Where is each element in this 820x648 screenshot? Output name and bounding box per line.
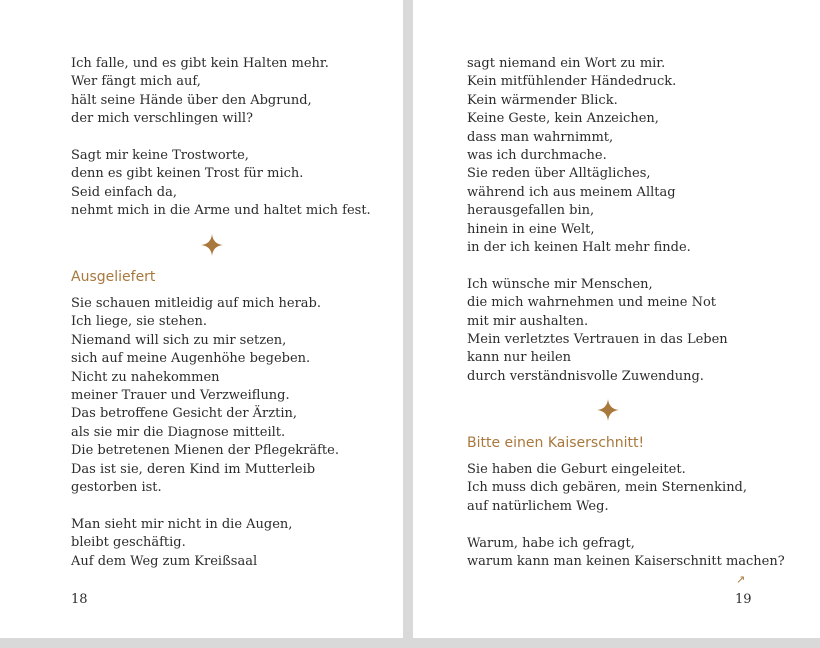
poem-line: Sie reden über Alltägliches, [467,166,651,182]
poem-line: Warum, habe ich gefragt, [467,535,635,551]
poem-line: Wer fängt mich auf, [71,74,201,90]
poem-text-bottom-right [467,461,785,571]
stanza [467,535,785,572]
poem-line: Nicht zu nahekommen [71,369,220,385]
page-number: 18 [71,592,88,607]
poem-line: hinein in eine Welt, [467,221,595,237]
poem-line: Ich liege, sie stehen. [71,314,208,330]
poem-line: Kein mitfühlender Händedruck. [467,74,677,90]
poem-line: nehmt mich in die Arme und haltet mich fest. [71,203,371,219]
poem-line: Das betroffene Gesicht der Ärztin, [71,406,298,422]
poem-line: Sagt mir keine Trostworte, [71,148,249,164]
poem-line: auf natürlichem Weg. [467,498,609,514]
poem-line: herausgefallen bin, [467,203,595,219]
poem-line: in der ich keinen Halt mehr finde. [467,240,691,256]
poem-line: warum kann man keinen Kaiserschnitt machen? [467,554,785,570]
poem-line: Ich wünsche mir Menschen, [467,276,653,292]
poem-line: Ich muss dich gebären, mein Sternenkind, [467,480,748,496]
poem-text-top-left [71,55,371,221]
stanza [467,461,785,516]
poem-line: Seid einfach da, [71,184,177,200]
poem-line: meiner Trauer und Verzweiflung. [71,388,290,404]
poem-line: denn es gibt keinen Trost für mich. [71,166,304,182]
four-point-star-icon [201,234,223,256]
poem-line: mit mir aushalten. [467,313,589,329]
poem-line: während ich aus meinem Alltag [467,184,676,200]
poem-text-bottom-left [71,295,339,571]
poem-line: Das ist sie, deren Kind im Mutterleib [71,461,316,477]
poem-line: was ich durchmache. [467,148,607,164]
poem-line: Keine Geste, kein Anzeichen, [467,111,659,127]
right-page [413,0,820,638]
stanza [71,516,339,571]
viewer-bottom-bar [0,638,820,648]
poem-line: sagt niemand ein Wort zu mir. [467,56,666,71]
stanza [71,55,371,129]
poem-line: Auf dem Weg zum Kreißsaal [71,553,258,569]
poem-line: Niemand will sich zu mir setzen, [71,332,287,348]
poem-line: Man sieht mir nicht in die Augen, [71,516,293,532]
poem-line: gestorben ist. [71,480,162,496]
poem-line: durch verständnisvolle Zuwendung. [467,368,704,384]
poem-line: Kein wärmender Blick. [467,92,618,108]
poem-line: Mein verletztes Vertrauen in das Leben [467,332,728,348]
poem-heading: Ausgeliefert [71,269,156,285]
poem-line: hält seine Hände über den Abgrund, [71,92,312,108]
poem-line: Ich falle, und es gibt kein Halten mehr. [71,56,329,71]
poem-line: als sie mir die Diagnose mitteilt. [71,424,286,440]
page-number: 19 [735,592,752,607]
poem-line: Sie schauen mitleidig auf mich herab. [71,296,322,311]
poem-line: die mich wahrnehmen und meine Not [467,295,717,311]
page-gutter [403,0,413,648]
poem-line: Sie haben die Geburt eingeleitet. [467,462,686,477]
poem-line: bleibt geschäftig. [71,535,186,551]
stanza [71,295,339,497]
poem-line: dass man wahrnimmt, [467,129,614,145]
stanza [467,276,728,386]
poem-line: kann nur heilen [467,350,572,366]
poem-line: Die betretenen Mienen der Pflegekräfte. [71,443,339,459]
poem-text-top-right [467,55,728,386]
continuation-arrow-icon: ↗ [736,573,746,586]
four-point-star-icon [597,399,619,421]
poem-heading: Bitte einen Kaiserschnitt! [467,435,645,451]
poem-line: sich auf meine Augenhöhe begeben. [71,351,311,367]
poem-line: der mich verschlingen will? [71,111,253,127]
stanza [71,147,371,221]
left-page [0,0,403,638]
stanza [467,55,728,257]
